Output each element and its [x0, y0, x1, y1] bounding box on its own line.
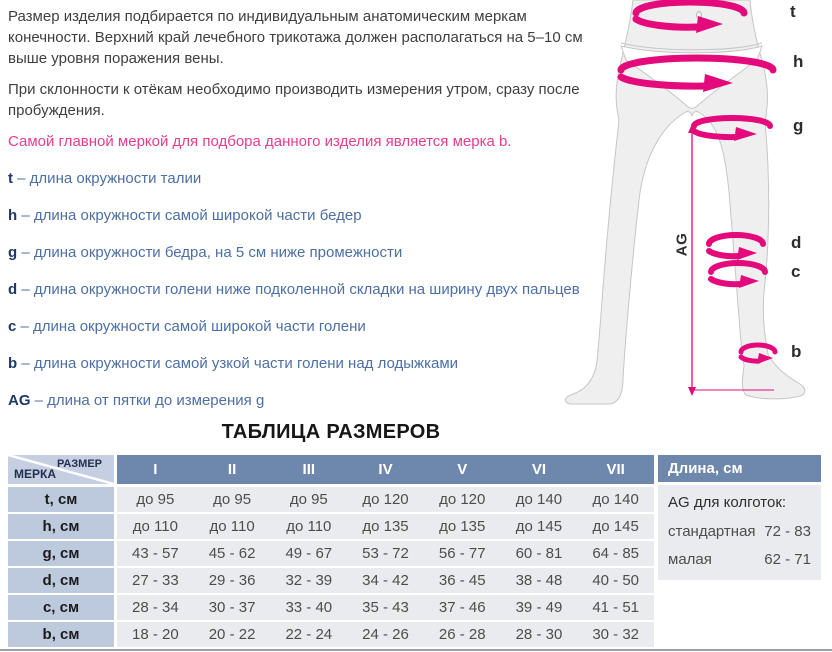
measurement-item-c: [8, 316, 593, 337]
size-cell: 28 - 34: [132, 599, 179, 616]
length-row-standard: [668, 523, 811, 540]
measurement-letter: AG: [8, 392, 31, 409]
row-values: [117, 514, 654, 539]
table-row-t: [8, 487, 654, 512]
corner-label-measure: МЕРКА: [14, 467, 56, 481]
measurement-desc: – длина окружности талии: [17, 170, 202, 187]
size-cell: до 95: [213, 491, 252, 508]
column-header: VI: [531, 461, 547, 478]
row-values: [117, 541, 654, 566]
size-table: [8, 455, 654, 649]
table-row-b: [8, 622, 654, 647]
size-cell: 28 - 30: [515, 626, 563, 643]
size-cell: 49 - 67: [285, 545, 333, 562]
size-cell: 37 - 46: [438, 599, 486, 616]
size-cell: до 110: [132, 518, 178, 535]
column-header: III: [302, 461, 316, 478]
table-row-g: [8, 541, 654, 566]
table-row-h: [8, 514, 654, 539]
size-table-title: ТАБЛИЦА РАЗМЕРОВ: [221, 421, 441, 443]
column-header: I: [153, 461, 158, 478]
length-label: малая: [668, 551, 712, 568]
size-cell: 18 - 20: [132, 626, 179, 643]
figure-label-g: g: [793, 116, 804, 135]
size-cell: 29 - 36: [208, 572, 256, 589]
size-cell: до 145: [515, 518, 563, 535]
figure-label-c: c: [791, 262, 801, 281]
size-cell: до 135: [362, 518, 409, 535]
size-cell: до 110: [209, 518, 255, 535]
size-cell: 22 - 24: [285, 626, 333, 643]
size-cell: 41 - 51: [592, 599, 640, 616]
size-cell: 30 - 32: [592, 626, 640, 643]
measurement-key-list: [8, 168, 593, 411]
measurement-letter: g: [8, 244, 18, 261]
measurement-desc: – длина окружности бедра, на 5 см ниже промежности: [21, 244, 403, 261]
size-cell: 60 - 81: [515, 545, 563, 562]
measurement-item-t: [8, 168, 593, 189]
figure-label-ag: AG: [673, 232, 691, 257]
measurement-letter: c: [8, 318, 17, 335]
column-header: VII: [606, 461, 625, 478]
length-panel: [658, 455, 821, 580]
size-cell: 64 - 85: [592, 545, 640, 562]
highlight-note: Самой главной меркой для подбора данного изделия является мерка b.: [8, 133, 512, 150]
column-header: II: [227, 461, 237, 478]
size-cell: 33 - 40: [285, 599, 333, 616]
intro-paragraph-1: Размер изделия подбирается по индивидуальным анатомическим меркам конечности. Верхний край лечебного трикотажа должен располагаться на 5–10 см выше уровня поражения вены.: [8, 8, 583, 67]
table-corner-cell: [8, 455, 114, 484]
body-measurement-diagram: [560, 0, 832, 420]
measurement-item-ag: [8, 390, 593, 411]
size-cell: 34 - 42: [362, 572, 409, 589]
column-header: V: [457, 461, 468, 478]
figure-label-b: b: [791, 342, 802, 361]
size-cell: до 145: [592, 518, 639, 535]
intro-paragraph-2: При склонности к отёкам необходимо производить измерения утром, сразу после пробуждения.: [8, 81, 580, 119]
measurement-desc: – длина окружности самой узкой части голени над лодыжками: [21, 355, 459, 372]
row-values: [117, 595, 654, 620]
table-row-d: [8, 568, 654, 593]
length-panel-title: Длина, см: [658, 455, 821, 482]
measurement-letter: h: [8, 207, 18, 224]
row-label: h, см: [8, 514, 114, 539]
size-cell: 20 - 22: [208, 626, 256, 643]
size-cell: 35 - 43: [362, 599, 409, 616]
row-label: b, см: [8, 622, 114, 647]
length-value: 62 - 71: [764, 551, 811, 568]
size-cell: 26 - 28: [438, 626, 486, 643]
size-cell: 53 - 72: [362, 545, 409, 562]
size-cell: до 140: [515, 491, 563, 508]
size-cell: 56 - 77: [438, 545, 486, 562]
measurement-desc: – длина от пятки до измерения g: [34, 392, 265, 409]
measurement-letter: b: [8, 355, 18, 372]
size-cell: 24 - 26: [362, 626, 409, 643]
size-cell: 30 - 37: [208, 599, 256, 616]
measurement-letter: t: [8, 170, 13, 187]
size-cell: до 140: [592, 491, 639, 508]
bottom-divider: [0, 649, 832, 651]
row-label: g, см: [8, 541, 114, 566]
length-panel-subtitle: AG для колготок:: [668, 494, 787, 511]
size-cell: 45 - 62: [208, 545, 256, 562]
table-row-c: [8, 595, 654, 620]
size-cell: 38 - 48: [515, 572, 563, 589]
size-cell: 32 - 39: [285, 572, 333, 589]
size-cell: до 120: [439, 491, 486, 508]
measurement-desc: – длина окружности самой широкой части голени: [20, 318, 366, 335]
measurement-item-d: [8, 279, 593, 300]
size-table-header: [8, 455, 654, 484]
column-header: IV: [378, 461, 393, 478]
length-panel-body: [658, 485, 821, 580]
size-cell: до 135: [439, 518, 486, 535]
intro-text-block: [8, 6, 593, 427]
measurement-item-g: [8, 242, 593, 263]
size-cell: до 110: [286, 518, 332, 535]
size-cell: 39 - 49: [515, 599, 563, 616]
size-cell: до 95: [136, 491, 175, 508]
row-label: d, см: [8, 568, 114, 593]
size-cell: до 120: [362, 491, 409, 508]
measurement-desc: – длина окружности самой широкой части бедер: [21, 207, 362, 224]
row-values: [117, 568, 654, 593]
size-cell: 27 - 33: [132, 572, 179, 589]
row-label: c, см: [8, 595, 114, 620]
size-cell: до 95: [289, 491, 328, 508]
size-cell: 43 - 57: [132, 545, 179, 562]
measurement-item-b: [8, 353, 593, 374]
measurement-desc: – длина окружности голени ниже подколенной складки на ширину двух пальцев: [21, 281, 580, 298]
size-column-headers: [117, 455, 654, 484]
length-label: стандартная: [668, 523, 756, 540]
length-row-small: [668, 551, 811, 568]
length-value: 72 - 83: [764, 523, 811, 540]
figure-label-h: h: [793, 52, 804, 71]
figure-label-t: t: [790, 2, 796, 21]
size-cell: 36 - 45: [438, 572, 486, 589]
measurement-item-h: [8, 205, 593, 226]
corner-label-size: РАЗМЕР: [56, 458, 102, 470]
size-cell: 40 - 50: [592, 572, 640, 589]
measurement-letter: d: [8, 281, 18, 298]
row-label: t, см: [8, 487, 114, 512]
figure-label-d: d: [791, 233, 802, 252]
row-values: [117, 622, 654, 647]
row-values: [117, 487, 654, 512]
